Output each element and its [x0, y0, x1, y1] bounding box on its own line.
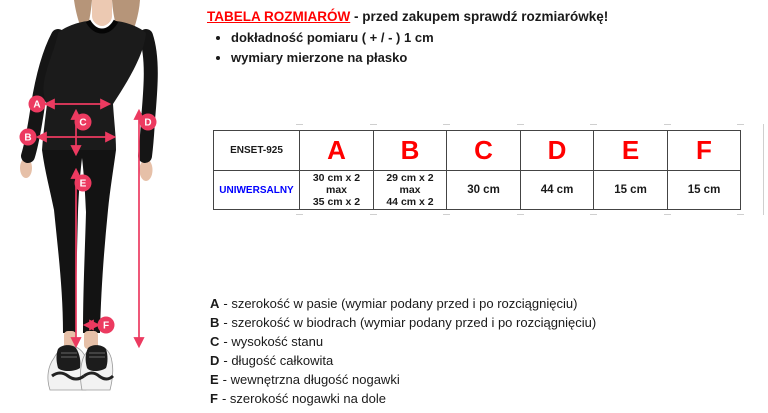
column-header-a: A [300, 131, 374, 171]
svg-text:F: F [102, 320, 110, 332]
gridline-artifact [517, 124, 524, 125]
page-title [207, 9, 608, 24]
value-e: 15 cm [594, 171, 668, 210]
title-suffix: - przed zakupem sprawdź rozmiarówkę! [350, 9, 609, 24]
column-header-d: D [521, 131, 594, 171]
measurement-notes [213, 28, 434, 68]
size-label: UNIWERSALNY [214, 171, 300, 210]
note-item: • dokładność pomiaru ( + / - ) 1 cm [231, 28, 434, 48]
column-header-f: F [668, 131, 741, 171]
measure-marker-d [140, 114, 157, 131]
legend-item: E - wewnętrzna długość nogawki [210, 372, 400, 387]
gridline-artifact [737, 214, 744, 215]
gridline-artifact [296, 124, 303, 125]
gridline-artifact [370, 124, 377, 125]
model-figure [20, 0, 153, 390]
gridline-artifact [296, 214, 303, 215]
measurement-legend [210, 294, 596, 408]
legend-item: D - długość całkowita [210, 353, 334, 368]
svg-text:E: E [79, 178, 87, 190]
value-f: 15 cm [668, 171, 741, 210]
svg-text:A: A [33, 99, 41, 111]
note-item: • wymiary mierzone na płasko [231, 48, 434, 68]
column-header-b: B [374, 131, 447, 171]
gridline-artifact [737, 124, 744, 125]
gridline-artifact [443, 214, 450, 215]
product-code: ENSET-925 [214, 131, 300, 171]
gridline-artifact [590, 214, 597, 215]
legend-item: B - szerokość w biodrach (wymiar podany przed i po rozciągnięciu) [210, 315, 597, 330]
legend-item: F - szerokość nogawki na dole [210, 391, 386, 406]
column-header-c: C [447, 131, 521, 171]
gridline-artifact [590, 124, 597, 125]
sleeve [145, 36, 151, 156]
value-b: 29 cm x 2 max 44 cm x 2 [374, 171, 447, 210]
value-d: 44 cm [521, 171, 594, 210]
column-header-e: E [594, 131, 668, 171]
gridline-artifact [664, 214, 671, 215]
svg-text:C: C [79, 117, 87, 129]
value-a: 30 cm x 2 max 35 cm x 2 [300, 171, 374, 210]
gridline-artifact [517, 214, 524, 215]
size-table [213, 130, 741, 210]
value-c: 30 cm [447, 171, 521, 210]
legend-item: A - szerokość w pasie (wymiar podany przed i po rozciągnięciu) [210, 296, 578, 311]
title-highlight: TABELA ROZMIARÓW [207, 9, 351, 24]
measure-marker-a [29, 96, 46, 113]
neck [92, 0, 112, 26]
measure-marker-e [75, 175, 92, 192]
model-photo [0, 0, 200, 413]
measure-marker-f [98, 317, 115, 334]
gridline-artifact [443, 124, 450, 125]
sneakers [48, 345, 113, 390]
sweater [42, 21, 146, 150]
measure-marker-b [20, 129, 37, 146]
gridline-artifact [664, 124, 671, 125]
measure-marker-c [75, 114, 92, 131]
svg-text:B: B [24, 132, 32, 144]
gridline-artifact [370, 214, 377, 215]
legend-item: C - wysokość stanu [210, 334, 324, 349]
gridline-artifact [763, 124, 764, 215]
svg-text:D: D [144, 117, 152, 129]
